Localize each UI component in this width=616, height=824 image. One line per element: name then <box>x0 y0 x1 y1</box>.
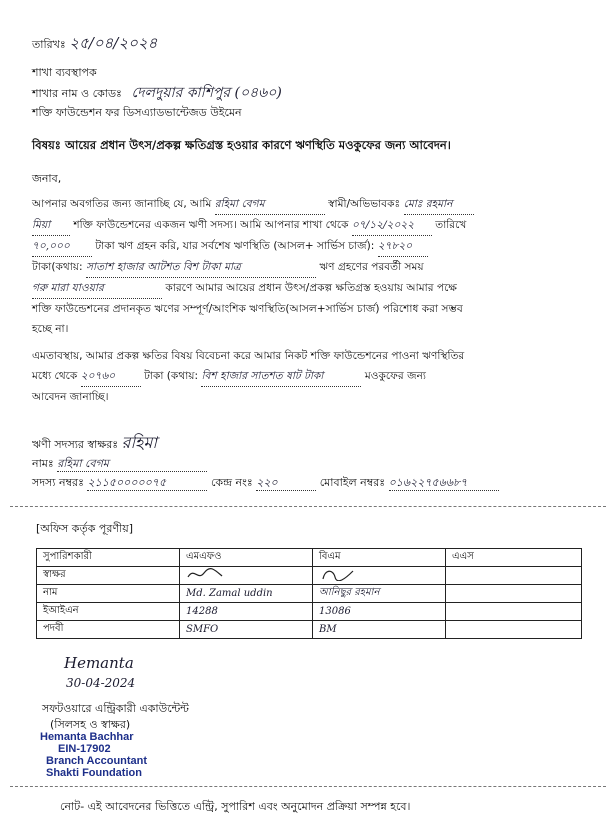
loan-amount: ৭০,০০০ <box>32 236 92 257</box>
paragraph-1: আপনার অবগতির জন্য জানাচ্ছি যে, আমি রহিমা বেগম স্বামী/অভিভাবকঃ মোঃ রহমান মিয়া শক্তি ফাউন্ডেশনের একজন ঋণী সদস্য। আমি আপনার শাখা থেকে ০৭/১২/২০২২ তারিখে ৭০,০০০ টাকা ঋণ গ্রহন করি, যার সর্বশেষ ঋণস্থিতি (আসল+ সার্ভিস চার্জ): ২৭৮২০ টাকা(কথায়: সাতাশ হাজার আটশত বিশ টাকা মাত্র ঋণ গ্রহণের পরবর্তী সময় গরু মারা যাওয়ার কারণে আমার আয়ের প্রধান উৎস/প্রকল্প ক্ষতিগ্রস্ত হওয়ায় আমার পক্ষে শক্তি ফাউন্ডেশনের প্রদানকৃত ঋণের সম্পূর্ণ/আংশিক ঋণস্থিতি(আসল+সার্ভিস চার্জ) পরিশোধ করা সম্ভব হচ্ছে না। <box>32 194 588 339</box>
footer-divider <box>10 786 606 787</box>
center-number: ২২০ <box>256 476 316 491</box>
subject: বিষয়ঃ আয়ের প্রধান উৎস/প্রকল্প ক্ষতিগ্রস্ত হওয়ার কারণে ঋণস্থিতি মওকুফের জন্য আবেদন। <box>32 138 451 152</box>
date-value: ২৫/০৪/২০২৪ <box>69 34 158 52</box>
member-signature-line: ঋণী সদস্যর স্বাক্ষরঃ রহিমা <box>32 433 157 452</box>
accountant-role: সফটওয়ারে এন্ট্রিকারী একাউন্টেন্ট <box>42 702 189 715</box>
paragraph-2: এমতাবস্থায়, আমার প্রকল্প ক্ষতির বিষয় বিবেচনা করে আমার নিকট শক্তি ফাউন্ডেশনের পাওনা ঋণস্থিতির মধ্যে থেকে ২০৭৬০ টাকা (কথায়: বিশ হাজার সাতশত ষাট টাকা মওকুফের জন্য আবেদন জানাচ্ছি। <box>32 350 465 403</box>
mfo-signature-cell <box>180 567 313 585</box>
damage-reason: গরু মারা যাওয়ার <box>32 278 162 299</box>
accountant-stamp: Hemanta Bachhar EIN-17902 Branch Accountant Shakti Foundation <box>40 731 148 779</box>
table-row: নাম Md. Zamal uddin আনিছুর রহমান <box>37 585 582 603</box>
salutation: জনাব, <box>32 172 62 185</box>
accountant-signature: Hemanta <box>64 654 134 672</box>
divider <box>10 506 606 507</box>
table-row: পদবী SMFO BM <box>37 621 582 639</box>
office-section-title: [অফিস কর্তৃক পূরণীয়] <box>36 522 133 535</box>
waiver-amount: ২০৭৬০ <box>81 366 141 387</box>
waiver-in-words: বিশ হাজার সাতশত ষাট টাকা <box>201 366 361 387</box>
accountant-date: 30-04-2024 <box>66 676 136 690</box>
balance-amount: ২৭৮২০ <box>378 236 428 257</box>
branch-line <box>32 86 282 101</box>
bm-signature-cell <box>313 567 446 585</box>
guardian-name-cont: মিয়া <box>32 215 70 236</box>
recipient-title: শাখা ব্যবস্থাপক <box>32 66 97 79</box>
member-number: ২১১৫০০০০০৭৫ <box>87 476 207 491</box>
guardian-name: মোঃ রহমান <box>404 194 474 215</box>
branch-value: দেলদুয়ার কাশিপুর (০৪৬০) <box>131 85 282 101</box>
mobile-number: ০১৬২২৭৫৬৬৮৭ <box>389 476 499 491</box>
table-row: ইআইএন 14288 13086 <box>37 603 582 621</box>
branch-label: শাখার নাম ও কোডঃ <box>32 87 122 100</box>
date-label: তারিখঃ <box>32 38 66 51</box>
member-ids-line: সদস্য নম্বরঃ ২১১৫০০০০০৭৫ কেন্দ্র নংঃ ২২০ মোবাইল নম্বরঃ ০১৬২২৭৫৬৬৮৭ <box>32 476 499 491</box>
member-name-line: নামঃ রহিমা বেগম <box>32 457 207 472</box>
member-signature: রহিমা <box>121 433 157 452</box>
applicant-name: রহিমা বেগম <box>215 194 325 215</box>
approval-table <box>36 548 582 639</box>
loan-date: ০৭/১২/২০২২ <box>352 215 432 236</box>
balance-in-words: সাতাশ হাজার আটশত বিশ টাকা মাত্র <box>86 257 316 278</box>
date-line <box>32 36 157 52</box>
table-row: স্বাক্ষর <box>37 567 582 585</box>
footer-note: নোট- এই আবেদনের ভিত্তিতে এন্ট্রি, সুপারিশ এবং অনুমোদন প্রক্রিয়া সম্পন্ন হবে। <box>60 800 411 813</box>
table-header-row: সুপারিশকারী এমএফও বিএম এএস <box>37 549 582 567</box>
member-name: রহিমা বেগম <box>57 457 207 472</box>
accountant-seal-label: (সিলসহ ও স্বাক্ষর) <box>50 718 131 731</box>
org-line: শক্তি ফাউন্ডেশন ফর ডিসএ্যাডভান্টেজড উইমেন <box>32 106 242 119</box>
